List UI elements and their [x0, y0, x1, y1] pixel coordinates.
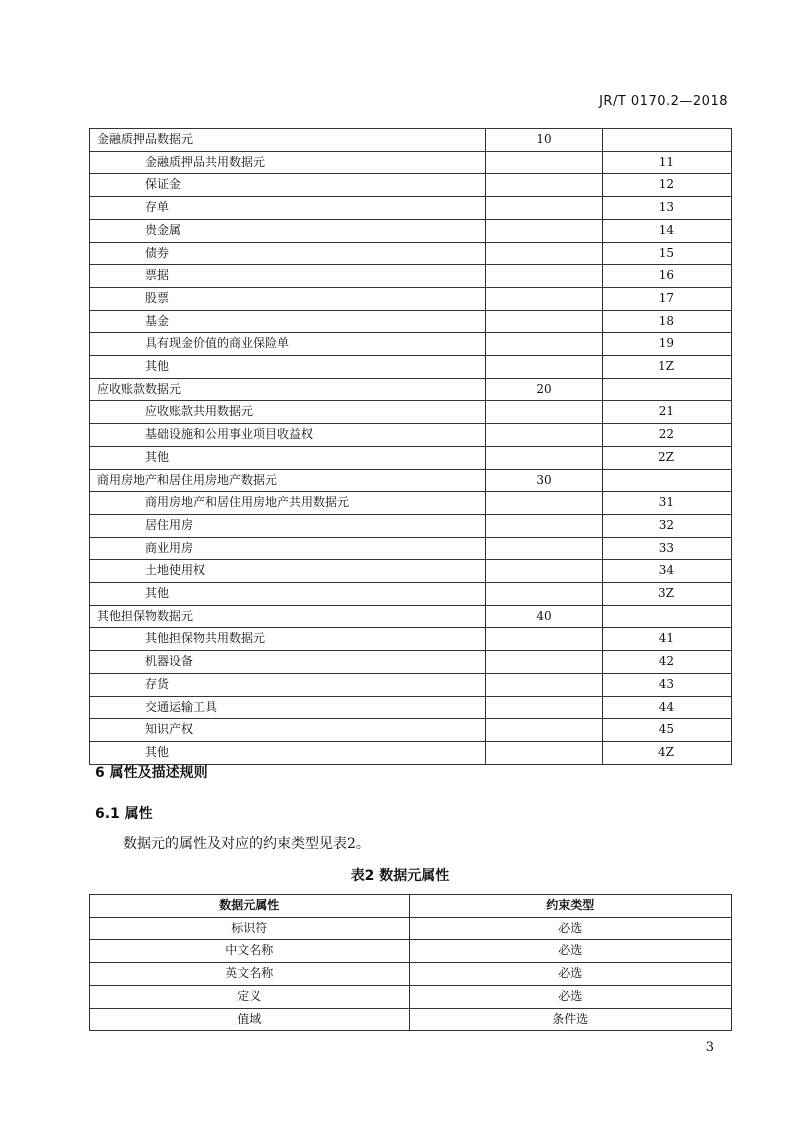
subcategory-code-cell: 15 — [603, 242, 732, 265]
subcategory-name: 交通运输工具 — [90, 696, 486, 719]
table-row — [90, 696, 732, 719]
table-row — [90, 628, 732, 651]
table-row — [90, 605, 732, 628]
subcategory-code-cell: 21 — [603, 401, 732, 424]
category-code-cell: 20 — [486, 378, 603, 401]
subcategory-code-cell: 2Z — [603, 446, 732, 469]
data-element-attribute-table — [89, 894, 732, 1031]
subcategory-code-cell: 17 — [603, 287, 732, 310]
category-code-cell — [486, 174, 603, 197]
subcategory-name: 债券 — [90, 242, 486, 265]
table-header-row — [90, 895, 732, 918]
table-row — [90, 940, 732, 963]
category-code-cell — [486, 651, 603, 674]
table-row — [90, 151, 732, 174]
constraint-type: 必选 — [409, 963, 732, 986]
subcategory-code-cell — [603, 129, 732, 152]
subcategory-code-cell: 31 — [603, 492, 732, 515]
category-code-cell — [486, 197, 603, 220]
subcategory-name: 知识产权 — [90, 719, 486, 742]
category-name: 金融质押品数据元 — [90, 129, 486, 152]
subcategory-code-cell: 11 — [603, 151, 732, 174]
category-code-cell: 30 — [486, 469, 603, 492]
subcategory-name: 基金 — [90, 310, 486, 333]
document-code: JR/T 0170.2—2018 — [599, 94, 728, 109]
attribute-name: 英文名称 — [90, 963, 410, 986]
subcategory-name: 股票 — [90, 287, 486, 310]
table-row — [90, 197, 732, 220]
subcategory-name: 其他 — [90, 741, 486, 764]
section-heading: 6 属性及描述规则 — [95, 765, 208, 781]
category-code-cell — [486, 401, 603, 424]
table-row — [90, 963, 732, 986]
table-row — [90, 333, 732, 356]
column-header-constraint: 约束类型 — [409, 895, 732, 918]
table-row — [90, 446, 732, 469]
subcategory-name: 其他 — [90, 583, 486, 606]
table-row — [90, 583, 732, 606]
subcategory-code-cell: 42 — [603, 651, 732, 674]
subcategory-name: 机器设备 — [90, 651, 486, 674]
table-row — [90, 651, 732, 674]
table-row — [90, 917, 732, 940]
table-row — [90, 378, 732, 401]
category-code-cell — [486, 719, 603, 742]
subcategory-name: 商用房地产和居住用房地产共用数据元 — [90, 492, 486, 515]
attribute-name: 值域 — [90, 1008, 410, 1031]
subcategory-code-cell: 13 — [603, 197, 732, 220]
category-code-cell — [486, 537, 603, 560]
body-paragraph: 数据元的属性及对应的约束类型见表2。 — [123, 836, 370, 852]
subcategory-code-cell — [603, 378, 732, 401]
subcategory-name: 存货 — [90, 673, 486, 696]
table-row — [90, 673, 732, 696]
category-code-cell — [486, 514, 603, 537]
table-row — [90, 242, 732, 265]
subcategory-code-cell: 12 — [603, 174, 732, 197]
table-row — [90, 985, 732, 1008]
subcategory-code-cell: 14 — [603, 219, 732, 242]
category-name: 商用房地产和居住用房地产数据元 — [90, 469, 486, 492]
table-row — [90, 424, 732, 447]
subcategory-name: 居住用房 — [90, 514, 486, 537]
subcategory-name: 保证金 — [90, 174, 486, 197]
category-code-cell: 40 — [486, 605, 603, 628]
table-row — [90, 719, 732, 742]
subcategory-code-cell — [603, 605, 732, 628]
table-row — [90, 741, 732, 764]
subcategory-name: 商业用房 — [90, 537, 486, 560]
table-caption: 表2 数据元属性 — [350, 868, 450, 884]
table-row — [90, 356, 732, 379]
category-code-cell — [486, 356, 603, 379]
table-row — [90, 401, 732, 424]
subcategory-name: 基础设施和公用事业项目收益权 — [90, 424, 486, 447]
subcategory-code-cell: 22 — [603, 424, 732, 447]
category-code-cell — [486, 310, 603, 333]
constraint-type: 必选 — [409, 917, 732, 940]
table-row — [90, 219, 732, 242]
subsection-heading: 6.1 属性 — [95, 806, 153, 822]
subcategory-name: 应收账款共用数据元 — [90, 401, 486, 424]
subcategory-code-cell: 1Z — [603, 356, 732, 379]
subcategory-name: 其他 — [90, 446, 486, 469]
attribute-name: 标识符 — [90, 917, 410, 940]
subcategory-code-cell — [603, 469, 732, 492]
subcategory-code-cell: 45 — [603, 719, 732, 742]
subcategory-name: 存单 — [90, 197, 486, 220]
table-row — [90, 537, 732, 560]
subcategory-code-cell: 43 — [603, 673, 732, 696]
table-row — [90, 492, 732, 515]
table-row — [90, 469, 732, 492]
table-body — [90, 917, 732, 1031]
subcategory-code-cell: 16 — [603, 265, 732, 288]
table-row — [90, 514, 732, 537]
subcategory-code-cell: 32 — [603, 514, 732, 537]
column-header-attribute: 数据元属性 — [90, 895, 410, 918]
table-row — [90, 265, 732, 288]
category-code-cell — [486, 696, 603, 719]
subcategory-name: 票据 — [90, 265, 486, 288]
table-row — [90, 174, 732, 197]
category-code-cell — [486, 265, 603, 288]
table-row — [90, 129, 732, 152]
subcategory-code-cell: 19 — [603, 333, 732, 356]
category-code-cell — [486, 151, 603, 174]
attribute-name: 定义 — [90, 985, 410, 1008]
subcategory-name: 其他担保物共用数据元 — [90, 628, 486, 651]
subcategory-code-cell: 34 — [603, 560, 732, 583]
subcategory-code-cell: 18 — [603, 310, 732, 333]
category-code-cell — [486, 424, 603, 447]
table-body — [90, 129, 732, 765]
constraint-type: 必选 — [409, 940, 732, 963]
subcategory-name: 土地使用权 — [90, 560, 486, 583]
category-code-cell — [486, 741, 603, 764]
subcategory-code-cell: 44 — [603, 696, 732, 719]
constraint-type: 必选 — [409, 985, 732, 1008]
data-element-category-table — [89, 128, 732, 765]
subcategory-name: 金融质押品共用数据元 — [90, 151, 486, 174]
category-code-cell — [486, 583, 603, 606]
category-code-cell — [486, 628, 603, 651]
category-code-cell — [486, 492, 603, 515]
attribute-name: 中文名称 — [90, 940, 410, 963]
subcategory-code-cell: 41 — [603, 628, 732, 651]
category-code-cell — [486, 673, 603, 696]
category-code-cell — [486, 242, 603, 265]
subcategory-code-cell: 33 — [603, 537, 732, 560]
subcategory-code-cell: 3Z — [603, 583, 732, 606]
category-code-cell — [486, 446, 603, 469]
subcategory-name: 贵金属 — [90, 219, 486, 242]
category-code-cell — [486, 219, 603, 242]
subcategory-name: 具有现金价值的商业保险单 — [90, 333, 486, 356]
page-number: 3 — [705, 1040, 714, 1055]
category-name: 其他担保物数据元 — [90, 605, 486, 628]
category-code-cell — [486, 560, 603, 583]
subcategory-code-cell: 4Z — [603, 741, 732, 764]
table-row — [90, 1008, 732, 1031]
table-row — [90, 560, 732, 583]
subcategory-name: 其他 — [90, 356, 486, 379]
constraint-type: 条件选 — [409, 1008, 732, 1031]
category-code-cell — [486, 287, 603, 310]
table-row — [90, 310, 732, 333]
category-name: 应收账款数据元 — [90, 378, 486, 401]
table-row — [90, 287, 732, 310]
category-code-cell — [486, 333, 603, 356]
category-code-cell: 10 — [486, 129, 603, 152]
